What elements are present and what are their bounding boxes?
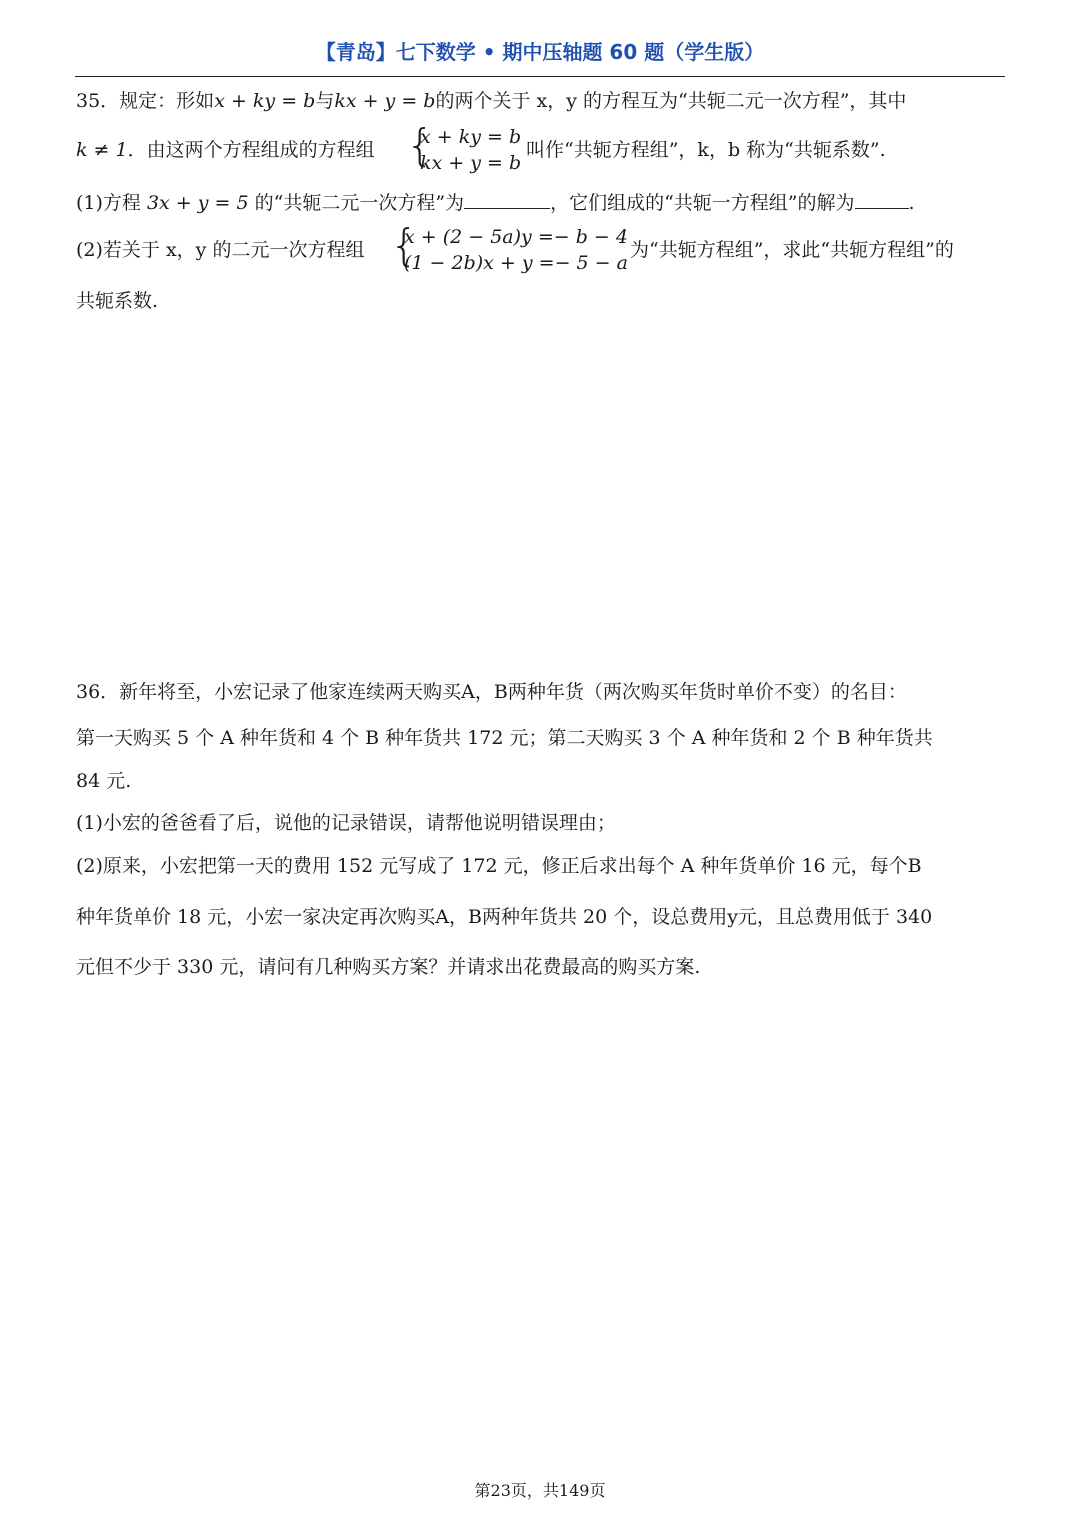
q35-text: 与	[315, 90, 335, 112]
q35-text: 的“共轭二元一次方程”为	[248, 192, 465, 214]
q35-text: ．由这两个方程组成的方程组	[127, 139, 375, 161]
system-equation: x + ky = b	[420, 126, 522, 148]
q35-equation: 3x + y = 5	[146, 192, 249, 214]
q35-text: 叫作“共轭方程组”，k，b 称为“共轭系数”.	[526, 139, 886, 161]
q36-part-1: (1)小宏的爸爸看了后，说他的记录错误，请帮他说明错误理由；	[76, 812, 616, 834]
q35-line-1	[76, 89, 906, 113]
q35-equation: kx + y = b	[334, 90, 436, 112]
q35-text: (1)方程	[76, 192, 147, 214]
q36-line-2: 第一天购买 5 个 A 种年货和 4 个 B 种年货共 172 元；第二天购买 3 个 A 种年货和 2 个 B 种年货共	[76, 727, 933, 749]
q35-part-2-line-2	[76, 289, 158, 313]
q35-text: 的两个关于 x，y 的方程互为“共轭二元一次方程”，其中	[435, 90, 907, 112]
q35-line-2-cont	[526, 138, 886, 162]
q36-part-2-line-2: 种年货单价 18 元，小宏一家决定再次购买A，B两种年货共 20 个，设总费用y元，且总费用低于 340	[76, 906, 933, 928]
left-brace: {	[390, 220, 418, 271]
q36-line-3: 84 元.	[76, 770, 132, 792]
q35-text: ，它们组成的“共轭一方程组”的解为	[550, 192, 855, 214]
q35-part-2	[76, 238, 364, 262]
q35-text: (2)若关于 x，y 的二元一次方程组	[76, 239, 365, 261]
q35-part-1	[76, 188, 915, 215]
q35-text: 共轭系数.	[76, 290, 159, 312]
q36-part-2-line-1: (2)原来，小宏把第一天的费用 152 元写成了 172 元，修正后求出每个 A 种年货单价 16 元，每个B	[76, 855, 922, 877]
q36-part-2-line-3: 元但不少于 330 元，请问有几种购买方案？并请求出花费最高的购买方案.	[76, 956, 701, 978]
system-equation: kx + y = b	[420, 152, 522, 174]
q35-part-2-cont	[630, 238, 954, 262]
document-header-title: 【青岛】七下数学 • 期中压轴题 60 题（学生版）	[315, 40, 765, 64]
q35-equation-system-2	[390, 220, 630, 277]
page-number: 第23页，共149页	[474, 1481, 606, 1500]
q35-text: 为“共轭方程组”，求此“共轭方程组”的	[630, 239, 954, 261]
q35-condition: k ≠ 1	[76, 139, 128, 161]
header-divider	[75, 76, 1005, 77]
q35-equation: x + ky = b	[214, 90, 316, 112]
q36-line-1: 36．新年将至，小宏记录了他家连续两天购买A，B两种年货（两次购买年货时单价不变）的名目：	[76, 681, 907, 703]
system-equation: (1 − 2b)x + y =− 5 − a	[404, 252, 628, 274]
answer-blank	[464, 188, 550, 209]
answer-blank	[855, 188, 909, 209]
system-equation: x + (2 − 5a)y =− b − 4	[404, 226, 628, 248]
q35-text: .	[908, 192, 915, 214]
q35-text: 35．规定：形如	[76, 90, 215, 112]
q35-equation-system-1	[406, 120, 536, 177]
q35-line-2	[76, 138, 375, 162]
left-brace: {	[406, 120, 434, 171]
